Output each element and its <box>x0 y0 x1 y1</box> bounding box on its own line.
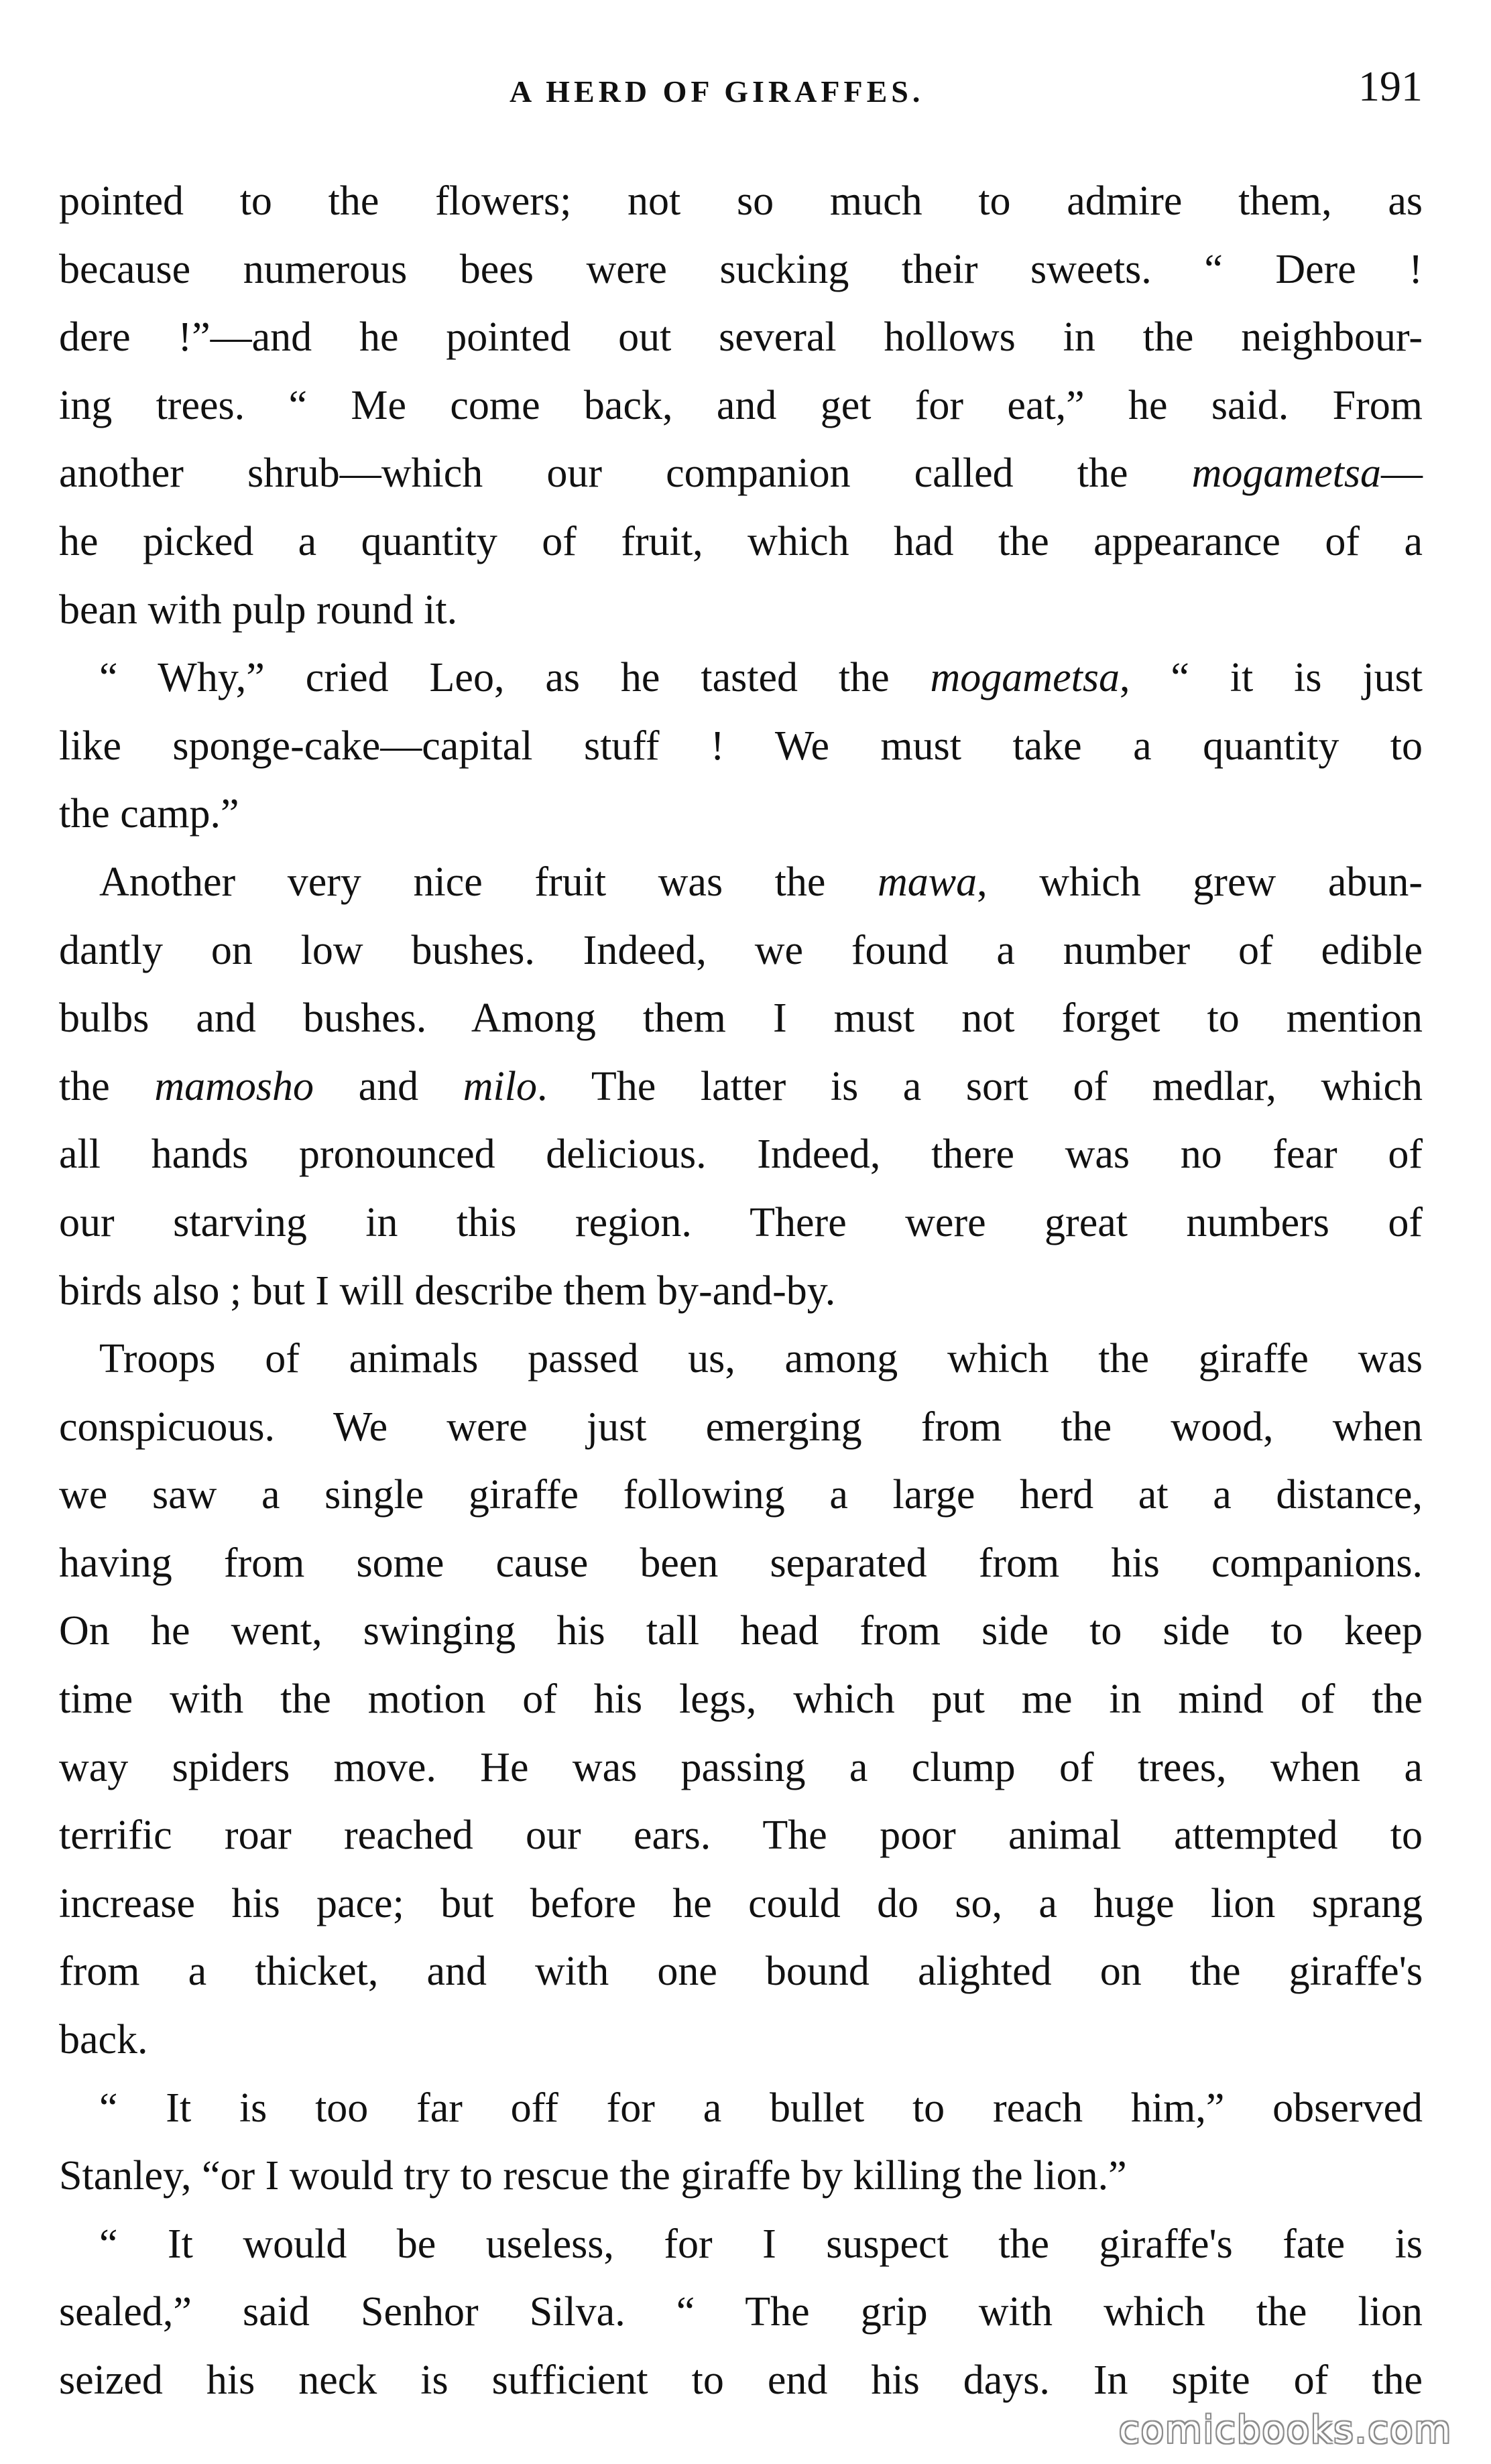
text-line: ing trees. “ Me come back, and get for eat,” he said. From <box>59 382 1423 428</box>
text-line: On he went, swinging his tall head from side to side to keep <box>59 1608 1423 1654</box>
text-line: way spiders move. He was passing a clump of trees, when a <box>59 1744 1423 1790</box>
text-line: pointed to the flowers; not so much to admire them, as <box>59 178 1423 224</box>
text-line: because numerous bees were sucking their sweets. “ Dere ! <box>59 246 1423 292</box>
text-line: we saw a single giraffe following a large herd at a distance, <box>59 1472 1423 1518</box>
text-line: the camp.” <box>59 791 239 837</box>
text-line: dere !”—and he pointed out several hollows in the neighbour- <box>59 314 1423 361</box>
text-line: Troops of animals passed us, among which the giraffe was <box>99 1336 1423 1382</box>
text-line: another shrub—which our companion called the mogametsa— <box>59 450 1423 497</box>
text-line: having from some cause been separated from his companions. <box>59 1540 1423 1586</box>
text-line: “ It would be useless, for I suspect the giraffe's fate is <box>99 2221 1423 2267</box>
text-line: bean with pulp round it. <box>59 587 458 633</box>
text-line: bulbs and bushes. Among them I must not forget to mention <box>59 995 1423 1042</box>
text-line: sealed,” said Senhor Silva. “ The grip with which the lion <box>59 2289 1423 2335</box>
text-line: increase his pace; but before he could do so, a huge lion sprang <box>59 1880 1423 1926</box>
text-line: seized his neck is sufficient to end his days. In spite of the <box>59 2357 1423 2403</box>
running-title: A HERD OF GIRAFFES. <box>510 74 925 109</box>
page-number: 191 <box>1358 62 1423 110</box>
text-line: terrific roar reached our ears. The poor animal attempted to <box>59 1812 1423 1859</box>
text-line: conspicuous. We were just emerging from the wood, when <box>59 1404 1423 1450</box>
body-text <box>59 168 1423 2415</box>
text-line: time with the motion of his legs, which put me in mind of the <box>59 1676 1423 1723</box>
text-line: Another very nice fruit was the mawa, which grew abun- <box>99 859 1423 905</box>
text-line: “ It is too far off for a bullet to reach him,” observed <box>99 2085 1423 2131</box>
text-line: back. <box>59 2017 148 2063</box>
text-line: our starving in this region. There were great numbers of <box>59 1199 1423 1245</box>
text-line: like sponge-cake—capital stuff ! We must take a quantity to <box>59 723 1423 769</box>
text-line: all hands pronounced delicious. Indeed, there was no fear of <box>59 1131 1423 1178</box>
text-line: from a thicket, and with one bound alighted on the giraffe's <box>59 1949 1423 1995</box>
text-line: he picked a quantity of fruit, which had the appearance of a <box>59 518 1423 564</box>
text-line: birds also ; but I will describe them by-and-by. <box>59 1268 836 1314</box>
text-line: the mamosho and milo. The latter is a sort of medlar, which <box>59 1063 1423 1109</box>
watermark-logo: comicbooks.com <box>1118 2408 1452 2452</box>
text-line: Stanley, “or I would try to rescue the giraffe by killing the lion.” <box>59 2153 1127 2199</box>
text-line: dantly on low bushes. Indeed, we found a number of edible <box>59 927 1423 973</box>
text-line: “ Why,” cried Leo, as he tasted the mogametsa, “ it is just <box>99 655 1423 701</box>
